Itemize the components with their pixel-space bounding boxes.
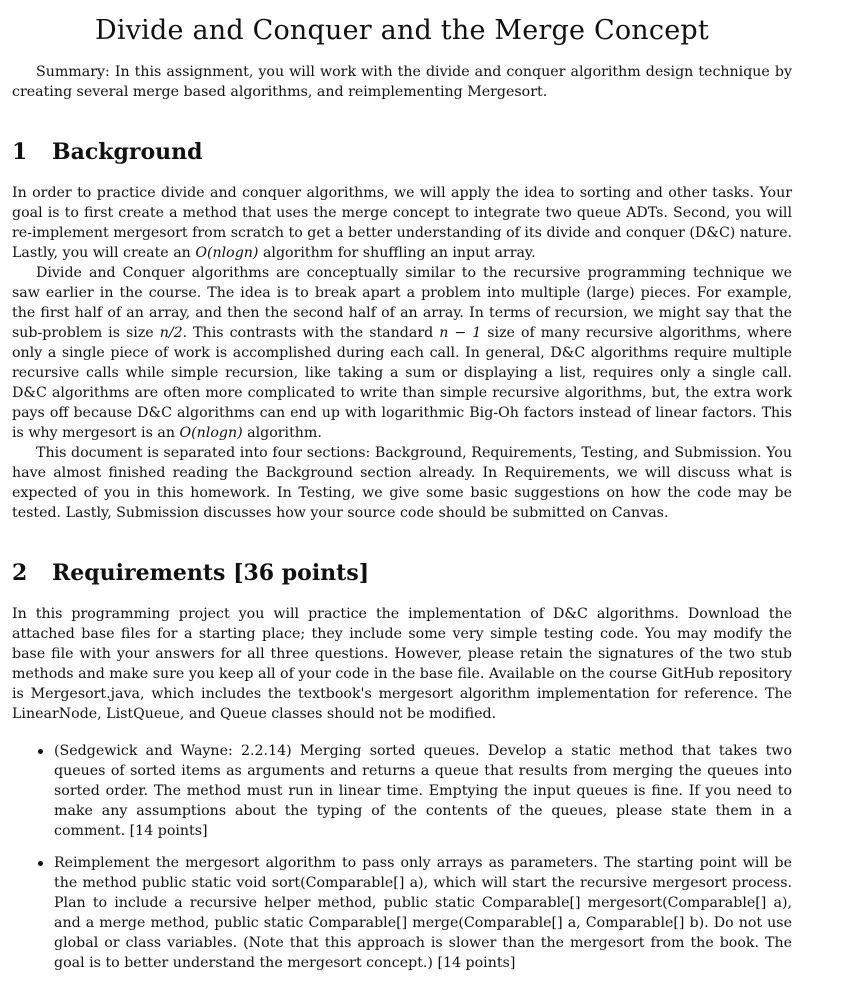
background-paragraph-2	[12, 263, 792, 443]
math-expression: O(nlogn)	[179, 425, 243, 441]
list-item	[12, 853, 792, 973]
summary-paragraph: Summary: In this assignment, you will work with the divide and conquer algorithm design technique by creating several merge based algorithms, and reimplementing Mergesort.	[12, 64, 792, 100]
text-run: algorithm.	[242, 425, 322, 441]
section-title: Requirements [36 points]	[52, 560, 370, 586]
list-item	[12, 741, 792, 841]
list-item-text: Reimplement the mergesort algorithm to pass only arrays as parameters. The starting point will be the method public static void sort(Comparable[] a), which will start the recursive mergesort process. Plan to include a recursive helper method, public static Comparable[] mergesort(Comparable[] a), and a merge method, public static Comparable[] merge(Comparable[] a, Comparable[] b). Do not use global or class variables. (Note that this approach is slower than the mergesort from the book. The goal is to better understand the mergesort concept.) [14 points]	[54, 855, 792, 971]
text-run: Divide and Conquer algorithms are conceptually similar to the recursive programming technique we saw earlier in the course. The idea is to break apart a problem into multiple (large) pieces. For example, the first half of an array, and then the second half of an array. In terms of recursion, we might say that the sub-problem is size	[12, 265, 792, 341]
background-paragraph-3: This document is separated into four sections: Background, Requirements, Testing, and Submission. You have almost finished reading the Background section already. In Requirements, we will discuss what is expected of you in this homework. In Testing, we give some basic suggestions on how the code may be tested. Lastly, Submission discusses how your source code should be submitted on Canvas.	[12, 445, 792, 521]
text-run: algorithm for shuffling an input array.	[258, 245, 536, 261]
math-expression: n − 1	[439, 325, 482, 341]
text-run: . This contrasts with the standard	[182, 325, 440, 341]
section-number: 1	[12, 139, 28, 165]
bullet-icon	[38, 749, 43, 754]
requirements-intro: In this programming project you will practice the implementation of D&C algorithms. Download the attached base files for a starting place; they include some very simple testing code. You may modify the base file with your answers for all three questions. However, please retain the signatures of the two stub methods and make sure you keep all of your code in the base file. Available on the course GitHub repository is Mergesort.java, which includes the textbook's mergesort algorithm implementation for reference. The LinearNode, ListQueue, and Queue classes should not be modified.	[12, 606, 792, 722]
bullet-icon	[38, 861, 43, 866]
text-run: size of many recursive algorithms, where only a single piece of work is accomplished during each call. In general, D&C algorithms require multiple recursive calls while simple recursion, like taking a sum or displaying a list, requires only a single call. D&C algorithms are often more complicated to write than simple recursive algorithms, but, the extra work pays off because D&C algorithms can end up with logarithmic Big-Oh factors instead of linear factors. This is why mergesort is an	[12, 325, 792, 441]
requirements-list	[12, 741, 792, 973]
document-page	[12, 0, 792, 985]
section-heading-requirements	[12, 559, 792, 587]
section-number: 2	[12, 560, 28, 586]
background-paragraph-1	[12, 183, 792, 263]
math-expression: n/2	[159, 325, 183, 341]
math-expression: O(nlogn)	[195, 245, 259, 261]
document-title: Divide and Conquer and the Merge Concept	[95, 15, 709, 46]
section-title: Background	[52, 139, 203, 165]
text-run: In order to practice divide and conquer algorithms, we will apply the idea to sorting and other tasks. Your goal is to first create a method that uses the merge concept to integrate two queue ADTs. Second, you will re-implement mergesort from scratch to get a better understanding of its divide and conquer (D&C) nature. Lastly, you will create an	[12, 185, 792, 261]
list-item-text: (Sedgewick and Wayne: 2.2.14) Merging sorted queues. Develop a static method that takes two queues of sorted items as arguments and returns a queue that results from merging the queues into sorted order. The method must run in linear time. Emptying the input queues is fine. If you need to make any assumptions about the typing of the contents of the queues, please state them in a comment. [14 points]	[54, 743, 792, 839]
section-heading-background	[12, 138, 792, 166]
